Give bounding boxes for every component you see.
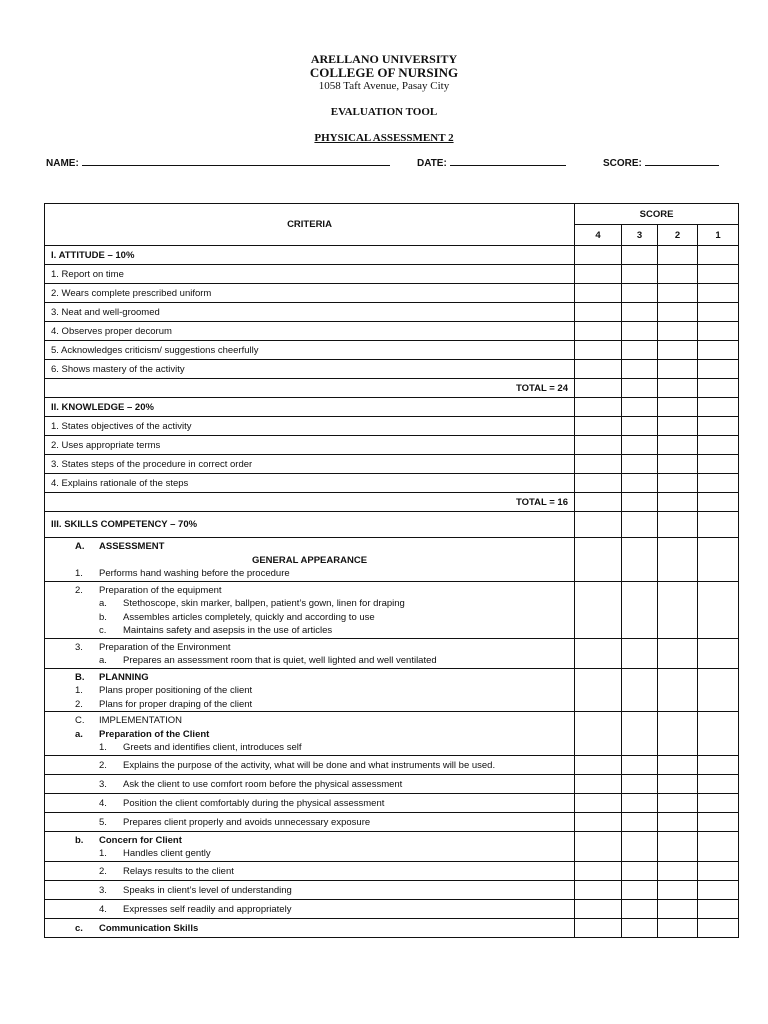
score-cell[interactable] <box>575 493 622 512</box>
score-cell[interactable] <box>698 861 739 880</box>
score-cell[interactable] <box>658 712 698 756</box>
score-cell[interactable] <box>658 880 698 899</box>
table-row <box>45 265 739 284</box>
score-col-3: 3 <box>622 225 658 246</box>
table-row <box>45 538 739 582</box>
score-cell[interactable] <box>698 341 739 360</box>
score-cell[interactable] <box>698 812 739 831</box>
table-row <box>45 918 739 937</box>
score-cell[interactable] <box>658 638 698 668</box>
score-cell[interactable] <box>698 474 739 493</box>
criterion: Plans proper positioning of the client <box>99 685 253 696</box>
score-cell[interactable] <box>575 538 622 582</box>
marker: 3. <box>99 884 107 896</box>
section-title-knowledge: II. KNOWLEDGE – 20% <box>45 398 575 417</box>
score-cell[interactable] <box>575 774 622 793</box>
score-cell[interactable] <box>698 379 739 398</box>
marker: 2. <box>99 865 107 877</box>
score-cell <box>658 246 698 265</box>
score-cell[interactable] <box>575 918 622 937</box>
score-field <box>603 156 719 169</box>
score-cell[interactable] <box>575 638 622 668</box>
criterion: 3. States steps of the procedure in correct order <box>45 455 575 474</box>
score-cell[interactable] <box>622 774 658 793</box>
preparation-label: Preparation of the Client <box>99 728 210 740</box>
marker: 4. <box>99 797 107 809</box>
score-cell[interactable] <box>658 284 698 303</box>
marker: 1. <box>75 568 83 579</box>
marker: 3. <box>75 641 83 653</box>
marker: c. <box>75 922 83 934</box>
score-cell[interactable] <box>658 322 698 341</box>
criterion: 4. Explains rationale of the steps <box>45 474 575 493</box>
communication-label: Communication Skills <box>99 922 199 934</box>
date-label: DATE: <box>417 158 447 169</box>
university-name: ARELLANO UNIVERSITY <box>310 52 458 66</box>
score-cell[interactable] <box>698 880 739 899</box>
score-cell[interactable] <box>658 581 698 638</box>
score-cell[interactable] <box>658 668 698 712</box>
section-row <box>45 398 739 417</box>
criterion: Expresses self readily and appropriately <box>123 903 292 915</box>
score-cell[interactable] <box>575 265 622 284</box>
score-cell <box>622 246 658 265</box>
score-cell[interactable] <box>698 284 739 303</box>
criterion: 2. Uses appropriate terms <box>45 436 575 455</box>
implementation-block <box>45 712 575 756</box>
score-cell[interactable] <box>622 918 658 937</box>
score-cell[interactable] <box>658 774 698 793</box>
score-cell[interactable] <box>698 417 739 436</box>
score-cell[interactable] <box>575 303 622 322</box>
score-cell[interactable] <box>622 455 658 474</box>
score-cell[interactable] <box>575 379 622 398</box>
marker: b. <box>75 834 84 846</box>
planning-block <box>45 668 575 712</box>
score-cell[interactable] <box>658 265 698 284</box>
total-knowledge: TOTAL = 16 <box>45 493 575 512</box>
marker: a. <box>75 728 83 740</box>
score-cell[interactable] <box>658 474 698 493</box>
table-row <box>45 341 739 360</box>
criterion: Assembles articles completely, quickly and according to use <box>123 611 375 623</box>
total-row <box>45 493 739 512</box>
criterion: Preparation of the Environment <box>99 641 231 653</box>
table-row <box>45 360 739 379</box>
score-cell[interactable] <box>698 774 739 793</box>
criterion: Ask the client to use comfort room before the physical assessment <box>123 778 403 790</box>
score-cell[interactable] <box>575 793 622 812</box>
criterion-cell <box>45 880 575 899</box>
score-cell <box>698 398 739 417</box>
score-cell[interactable] <box>575 861 622 880</box>
section-row <box>45 246 739 265</box>
marker: 2. <box>99 759 107 771</box>
score-cell <box>658 512 698 538</box>
score-cell[interactable] <box>622 265 658 284</box>
score-cell[interactable] <box>698 455 739 474</box>
score-cell[interactable] <box>575 880 622 899</box>
criterion: Stethoscope, skin marker, ballpen, patient’s gown, linen for draping <box>123 598 405 609</box>
table-row <box>45 474 739 493</box>
total-row <box>45 379 739 398</box>
score-cell[interactable] <box>658 812 698 831</box>
table-row <box>45 755 739 774</box>
score-cell <box>658 398 698 417</box>
score-cell[interactable] <box>698 831 739 861</box>
score-cell[interactable] <box>658 360 698 379</box>
implementation-label: IMPLEMENTATION <box>99 715 183 726</box>
table-row <box>45 712 739 756</box>
score-cell[interactable] <box>575 755 622 774</box>
marker: 1. <box>99 848 107 859</box>
score-cell[interactable] <box>698 793 739 812</box>
score-cell[interactable] <box>575 812 622 831</box>
score-cell[interactable] <box>622 360 658 379</box>
name-field <box>46 156 390 169</box>
assessment-block <box>45 538 575 582</box>
score-cell[interactable] <box>622 284 658 303</box>
score-cell[interactable] <box>575 474 622 493</box>
section-title-attitude: I. ATTITUDE – 10% <box>45 246 575 265</box>
marker: 2. <box>75 584 83 596</box>
score-cell <box>698 512 739 538</box>
criterion: Explains the purpose of the activity, what will be done and what instruments will be used. <box>123 759 496 771</box>
score-cell[interactable] <box>622 581 658 638</box>
date-blank[interactable] <box>450 156 566 166</box>
section-title-skills: III. SKILLS COMPETENCY – 70% <box>45 512 575 538</box>
criterion: 3. Neat and well-groomed <box>45 303 575 322</box>
score-cell[interactable] <box>575 712 622 756</box>
marker: 1. <box>99 742 107 753</box>
score-cell[interactable] <box>698 755 739 774</box>
criterion: 6. Shows mastery of the activity <box>45 360 575 379</box>
criterion-cell <box>45 899 575 918</box>
score-cell[interactable] <box>575 899 622 918</box>
score-cell[interactable] <box>622 899 658 918</box>
score-cell[interactable] <box>575 831 622 861</box>
score-cell[interactable] <box>698 581 739 638</box>
score-cell <box>575 512 622 538</box>
total-attitude: TOTAL = 24 <box>45 379 575 398</box>
score-cell[interactable] <box>575 360 622 379</box>
criterion: 2. Wears complete prescribed uniform <box>45 284 575 303</box>
criterion: 5. Acknowledges criticism/ suggestions cheerfully <box>45 341 575 360</box>
score-cell[interactable] <box>698 668 739 712</box>
score-cell[interactable] <box>698 493 739 512</box>
score-cell[interactable] <box>622 493 658 512</box>
table-row <box>45 284 739 303</box>
marker: A. <box>75 541 85 552</box>
criterion: 1. Report on time <box>45 265 575 284</box>
score-cell[interactable] <box>622 793 658 812</box>
table-row <box>45 774 739 793</box>
score-cell[interactable] <box>622 668 658 712</box>
table-row <box>45 831 739 861</box>
criterion-cell <box>45 755 575 774</box>
score-cell[interactable] <box>622 831 658 861</box>
score-col-4: 4 <box>575 225 622 246</box>
score-cell <box>575 398 622 417</box>
criterion: Performs hand washing before the procedure <box>99 568 290 579</box>
score-cell[interactable] <box>658 436 698 455</box>
score-cell[interactable] <box>622 638 658 668</box>
score-cell[interactable] <box>622 417 658 436</box>
score-cell[interactable] <box>658 831 698 861</box>
score-cell[interactable] <box>575 322 622 341</box>
score-cell[interactable] <box>622 303 658 322</box>
score-label: SCORE: <box>603 158 642 169</box>
table-row <box>45 638 739 668</box>
score-cell[interactable] <box>575 341 622 360</box>
score-cell <box>622 512 658 538</box>
score-cell[interactable] <box>698 322 739 341</box>
section-row <box>45 512 739 538</box>
table-row <box>45 436 739 455</box>
concern-label: Concern for Client <box>99 834 182 846</box>
table-row <box>45 455 739 474</box>
criterion: Speaks in client’s level of understanding <box>123 884 292 896</box>
criterion: Prepares an assessment room that is quiet, well lighted and well ventilated <box>123 655 437 666</box>
score-cell[interactable] <box>658 918 698 937</box>
criterion-cell <box>45 793 575 812</box>
table-row <box>45 668 739 712</box>
score-cell[interactable] <box>658 303 698 322</box>
score-cell[interactable] <box>622 880 658 899</box>
score-cell[interactable] <box>698 360 739 379</box>
score-cell[interactable] <box>698 436 739 455</box>
assessment-label: ASSESSMENT <box>99 541 165 552</box>
score-cell[interactable] <box>622 712 658 756</box>
marker: 1. <box>75 685 83 696</box>
marker: a. <box>99 655 107 666</box>
marker: a. <box>99 598 107 609</box>
marker: 2. <box>75 698 83 710</box>
score-cell[interactable] <box>658 341 698 360</box>
score-cell[interactable] <box>658 899 698 918</box>
score-cell[interactable] <box>698 265 739 284</box>
score-cell <box>698 246 739 265</box>
criterion: Plans for proper draping of the client <box>99 698 253 710</box>
score-cell[interactable] <box>698 638 739 668</box>
concern-block <box>45 831 575 861</box>
score-cell[interactable] <box>698 538 739 582</box>
table-row <box>45 303 739 322</box>
criterion: 1. States objectives of the activity <box>45 417 575 436</box>
planning-label: PLANNING <box>99 671 149 683</box>
score-cell[interactable] <box>658 417 698 436</box>
score-cell[interactable] <box>575 581 622 638</box>
score-col-1: 1 <box>698 225 739 246</box>
score-cell[interactable] <box>658 455 698 474</box>
general-appearance-heading: GENERAL APPEARANCE <box>251 554 368 566</box>
table-row <box>45 417 739 436</box>
document-title: EVALUATION TOOL <box>330 106 438 118</box>
table-row <box>45 581 739 638</box>
environment-block <box>45 638 575 668</box>
marker: 5. <box>99 816 107 828</box>
score-cell <box>622 398 658 417</box>
score-cell[interactable] <box>622 436 658 455</box>
criterion: 4. Observes proper decorum <box>45 322 575 341</box>
table-header-row <box>45 204 739 225</box>
marker: C. <box>75 715 85 726</box>
score-cell[interactable] <box>658 379 698 398</box>
criterion: Handles client gently <box>123 848 211 859</box>
score-header: SCORE <box>575 204 739 225</box>
college-name: COLLEGE OF NURSING <box>309 65 459 80</box>
table-row <box>45 861 739 880</box>
criterion-cell <box>45 918 575 937</box>
score-cell[interactable] <box>622 755 658 774</box>
score-cell[interactable] <box>658 493 698 512</box>
table-row <box>45 322 739 341</box>
score-cell[interactable] <box>698 303 739 322</box>
criterion: Maintains safety and asepsis in the use of articles <box>123 625 333 636</box>
score-col-2: 2 <box>658 225 698 246</box>
score-cell[interactable] <box>575 455 622 474</box>
marker: 4. <box>99 903 107 915</box>
score-cell[interactable] <box>622 538 658 582</box>
score-cell[interactable] <box>622 341 658 360</box>
subject-title: PHYSICAL ASSESSMENT 2 <box>314 132 454 144</box>
criteria-header: CRITERIA <box>45 204 575 246</box>
criterion: Position the client comfortably during the physical assessment <box>123 797 385 809</box>
criterion: Relays results to the client <box>123 865 234 877</box>
score-cell[interactable] <box>622 861 658 880</box>
score-cell[interactable] <box>622 812 658 831</box>
score-cell[interactable] <box>658 861 698 880</box>
score-cell[interactable] <box>698 712 739 756</box>
score-blank[interactable] <box>645 156 719 166</box>
score-cell <box>575 246 622 265</box>
criterion-cell <box>45 812 575 831</box>
score-cell[interactable] <box>575 668 622 712</box>
score-cell[interactable] <box>622 322 658 341</box>
score-cell[interactable] <box>622 379 658 398</box>
criterion: Prepares client properly and avoids unnecessary exposure <box>123 816 371 828</box>
score-cell[interactable] <box>698 899 739 918</box>
score-cell[interactable] <box>658 538 698 582</box>
name-blank[interactable] <box>82 156 390 166</box>
marker: B. <box>75 671 85 683</box>
score-cell[interactable] <box>698 918 739 937</box>
score-cell[interactable] <box>575 417 622 436</box>
score-cell[interactable] <box>575 436 622 455</box>
criterion: Preparation of the equipment <box>99 584 222 596</box>
marker: c. <box>99 625 107 636</box>
score-cell[interactable] <box>622 474 658 493</box>
score-cell[interactable] <box>658 793 698 812</box>
table-row <box>45 880 739 899</box>
table-row <box>45 793 739 812</box>
criterion: Greets and identifies client, introduces self <box>123 742 302 753</box>
evaluation-table <box>44 203 739 938</box>
score-cell[interactable] <box>658 755 698 774</box>
equipment-block <box>45 581 575 638</box>
marker: 3. <box>99 778 107 790</box>
address: 1058 Taft Avenue, Pasay City <box>318 80 450 92</box>
score-cell[interactable] <box>575 284 622 303</box>
criterion-cell <box>45 861 575 880</box>
name-label: NAME: <box>46 158 79 169</box>
table-row <box>45 899 739 918</box>
date-field <box>417 156 566 169</box>
marker: b. <box>99 611 107 623</box>
table-row <box>45 812 739 831</box>
criterion-cell <box>45 774 575 793</box>
